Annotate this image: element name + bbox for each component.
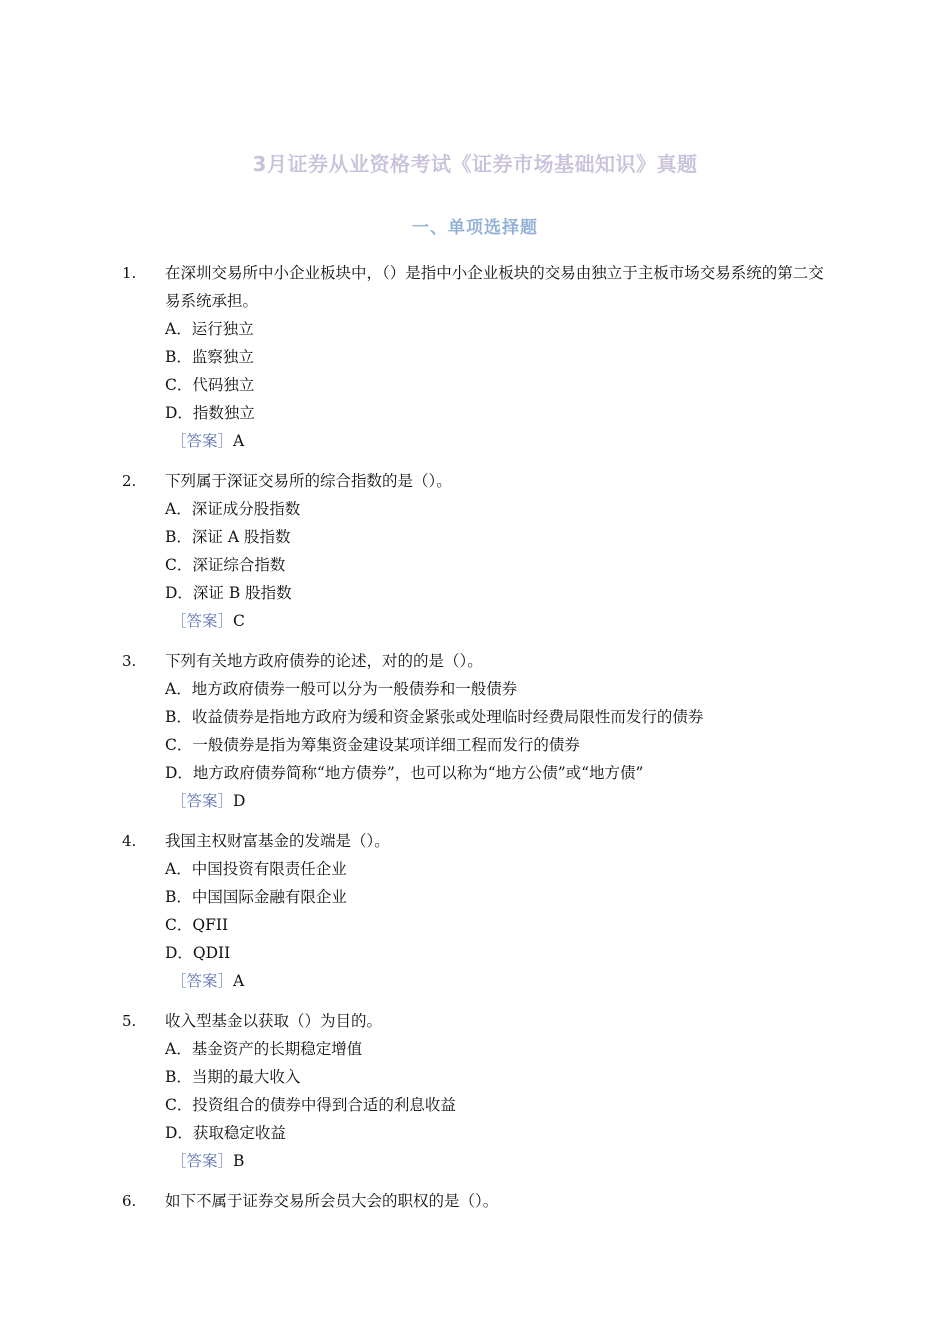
answer-option: A．中国投资有限责任企业 <box>165 860 347 878</box>
answer-option: A．地方政府债券一般可以分为一般债券和一般债券 <box>165 680 518 698</box>
answer-option: B．深证 A 股指数 <box>165 528 291 546</box>
answer-option: B．监察独立 <box>165 348 254 366</box>
question-item <box>0 1187 950 1215</box>
question-text: 下列有关地方政府债券的论述，对的的是（）。 <box>165 652 483 670</box>
answer-option: B．当期的最大收入 <box>165 1068 301 1086</box>
section-heading: 一、单项选择题 <box>412 218 538 238</box>
question-body <box>165 1187 825 1215</box>
question-item <box>0 827 950 995</box>
answer-option: B．收益债券是指地方政府为缓和资金紧张或处理临时经费局限性而发行的债券 <box>165 708 704 726</box>
answer-value: D <box>233 792 246 810</box>
answer-option: D．深证 B 股指数 <box>165 584 292 602</box>
question-body <box>165 827 825 995</box>
answer-option: B．中国国际金融有限企业 <box>165 888 347 906</box>
question-body <box>165 1007 825 1175</box>
question-text: 下列属于深证交易所的综合指数的是（）。 <box>165 472 452 490</box>
question-body <box>165 647 825 815</box>
question-body <box>165 467 825 635</box>
answer-option: C．QFII <box>165 916 229 934</box>
answer-label: ［答案］ <box>171 612 234 630</box>
question-number: 1. <box>122 264 137 282</box>
question-number: 4. <box>122 832 137 850</box>
answer-value: B <box>233 1152 245 1170</box>
question-item <box>0 647 950 815</box>
answer-option: D．指数独立 <box>165 404 255 422</box>
answer-option: D．获取稳定收益 <box>165 1124 286 1142</box>
answer-option: A．运行独立 <box>165 320 254 338</box>
answer-line <box>165 967 825 995</box>
question-item <box>0 467 950 635</box>
document-title: 3月证券从业资格考试《证券市场基础知识》真题 <box>252 152 698 176</box>
answer-option: A．基金资产的长期稳定增值 <box>165 1040 363 1058</box>
answer-value: A <box>233 972 245 990</box>
answer-value: A <box>233 432 245 450</box>
question-item <box>0 1007 950 1175</box>
answer-option: C．投资组合的债券中得到合适的利息收益 <box>165 1096 456 1114</box>
answer-label: ［答案］ <box>171 432 234 450</box>
answer-option: C．深证综合指数 <box>165 556 286 574</box>
answer-line <box>165 427 825 455</box>
answer-option: C．代码独立 <box>165 376 255 394</box>
answer-option: D．QDII <box>165 944 231 962</box>
answer-option: A．深证成分股指数 <box>165 500 301 518</box>
question-number: 2. <box>122 472 137 490</box>
question-number: 3. <box>122 652 137 670</box>
answer-label: ［答案］ <box>171 1152 234 1170</box>
question-text: 我国主权财富基金的发端是（）。 <box>165 832 390 850</box>
answer-line <box>165 787 825 815</box>
answer-label: ［答案］ <box>171 792 234 810</box>
question-list <box>0 259 950 1227</box>
answer-line <box>165 607 825 635</box>
question-body <box>165 259 825 455</box>
question-text: 在深圳交易所中小企业板块中，（）是指中小企业板块的交易由独立于主板市场交易系统的第二交易系统承担。 <box>165 264 824 310</box>
question-text: 收入型基金以获取（）为目的。 <box>165 1012 383 1030</box>
answer-option: D．地方政府债券简称“地方债券”，也可以称为“地方公债”或“地方债” <box>165 764 644 782</box>
question-number: 6. <box>122 1192 137 1210</box>
question-item <box>0 259 950 455</box>
question-number: 5. <box>122 1012 137 1030</box>
answer-option: C．一般债券是指为筹集资金建设某项详细工程而发行的债券 <box>165 736 580 754</box>
answer-value: C <box>233 612 245 630</box>
answer-label: ［答案］ <box>171 972 234 990</box>
question-text: 如下不属于证券交易所会员大会的职权的是（）。 <box>165 1192 499 1210</box>
answer-line <box>165 1147 825 1175</box>
